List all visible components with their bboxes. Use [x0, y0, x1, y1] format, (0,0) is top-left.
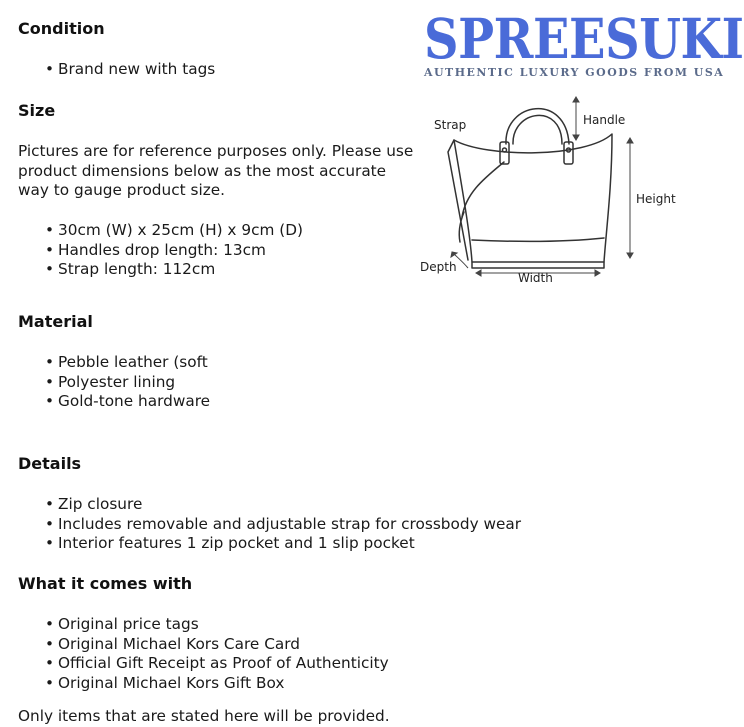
brand-second: SUKI: [605, 6, 744, 71]
condition-heading: Condition: [18, 19, 105, 38]
label-handle: Handle: [583, 113, 626, 127]
list-item: • Polyester lining: [0, 373, 210, 393]
condition-list: [0, 60, 215, 80]
bag-handle: [506, 109, 569, 144]
bag-handle-inner: [513, 115, 562, 144]
list-item: • Strap length: 112cm: [0, 260, 303, 280]
list-item: • Official Gift Receipt as Proof of Authenticity: [0, 654, 389, 674]
label-strap: Strap: [434, 118, 467, 132]
details-list: [0, 495, 521, 554]
size-note: Pictures are for reference purposes only. Please use product dimensions below as the most accurate way to gauge product size.: [18, 142, 414, 199]
list-item: • Original price tags: [0, 615, 389, 635]
brand-wordmark: [424, 6, 744, 71]
list-item: • Interior features 1 zip pocket and 1 slip pocket: [0, 534, 521, 554]
list-item: • Gold-tone hardware: [0, 392, 210, 412]
list-item: • Pebble leather (soft: [0, 353, 210, 373]
list-item: • Original Michael Kors Care Card: [0, 635, 389, 655]
brand-tagline: AUTHENTIC LUXURY GOODS FROM USA: [424, 65, 725, 79]
bag-dimension-diagram: [416, 92, 716, 292]
list-item: • Brand new with tags: [0, 60, 215, 80]
label-height: Height: [636, 192, 676, 206]
comes-with-list: [0, 615, 389, 693]
list-item: • Handles drop length: 13cm: [0, 241, 303, 261]
brand-logo: [424, 6, 744, 79]
material-heading: Material: [18, 312, 93, 331]
label-depth: Depth: [420, 260, 457, 274]
footer-note: Only items that are stated here will be provided.: [18, 707, 390, 725]
brand-first: SPREE: [424, 6, 606, 71]
list-item: • Includes removable and adjustable strap for crossbody wear: [0, 515, 521, 535]
material-list: [0, 353, 210, 412]
size-heading: Size: [18, 101, 56, 120]
size-list: [0, 221, 303, 280]
bag-base: [472, 238, 604, 241]
bag-base-edge: [472, 262, 604, 268]
list-item: • Zip closure: [0, 495, 521, 515]
bag-body: [454, 134, 612, 262]
list-item: • Original Michael Kors Gift Box: [0, 674, 389, 694]
comes-with-heading: What it comes with: [18, 574, 193, 593]
bag-strap: [462, 162, 504, 217]
details-heading: Details: [18, 454, 82, 473]
list-item: • 30cm (W) x 25cm (H) x 9cm (D): [0, 221, 303, 241]
label-width: Width: [518, 271, 553, 285]
